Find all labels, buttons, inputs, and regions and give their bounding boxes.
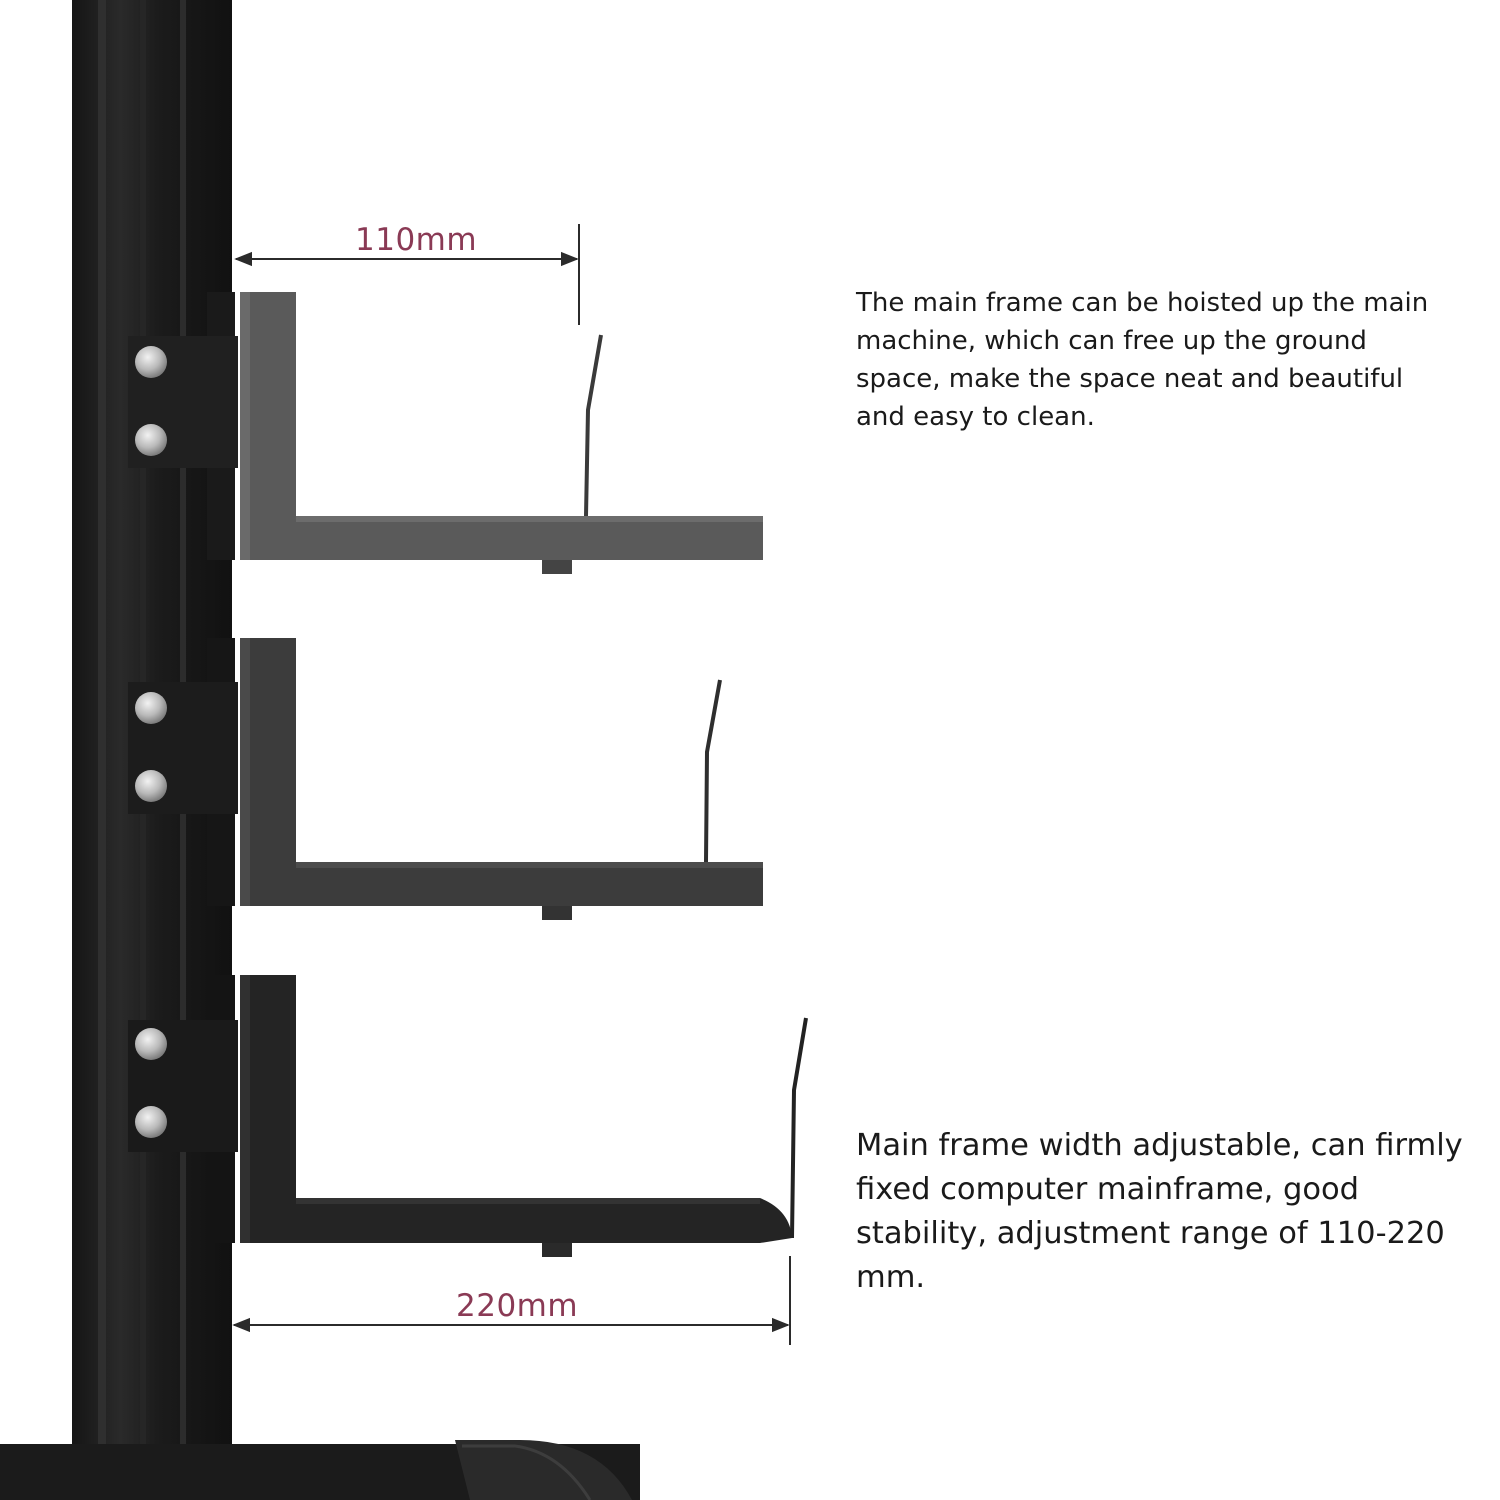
base-foot: [0, 1440, 640, 1500]
bolt-icon: [135, 692, 167, 724]
dimension-label-110mm: 110mm: [355, 222, 478, 258]
shelf-bracket-middle: [128, 638, 763, 920]
shelf-bracket-top: [128, 292, 763, 574]
shelf-bracket-bottom: [128, 975, 806, 1257]
bolt-icon: [135, 424, 167, 456]
caption-adjustable-width: Main frame width adjustable, can firmly fixed computer mainframe, good stability, adjustment range of 110-220 mm.: [856, 1128, 1463, 1295]
bolt-icon: [135, 346, 167, 378]
bolt-icon: [135, 1106, 167, 1138]
bolt-icon: [135, 1028, 167, 1060]
bolt-icon: [135, 770, 167, 802]
dimension-label-220mm: 220mm: [456, 1288, 579, 1324]
caption-hoisting: The main frame can be hoisted up the main machine, which can free up the ground space, make the space neat and beautiful and easy to clean.: [856, 288, 1429, 432]
